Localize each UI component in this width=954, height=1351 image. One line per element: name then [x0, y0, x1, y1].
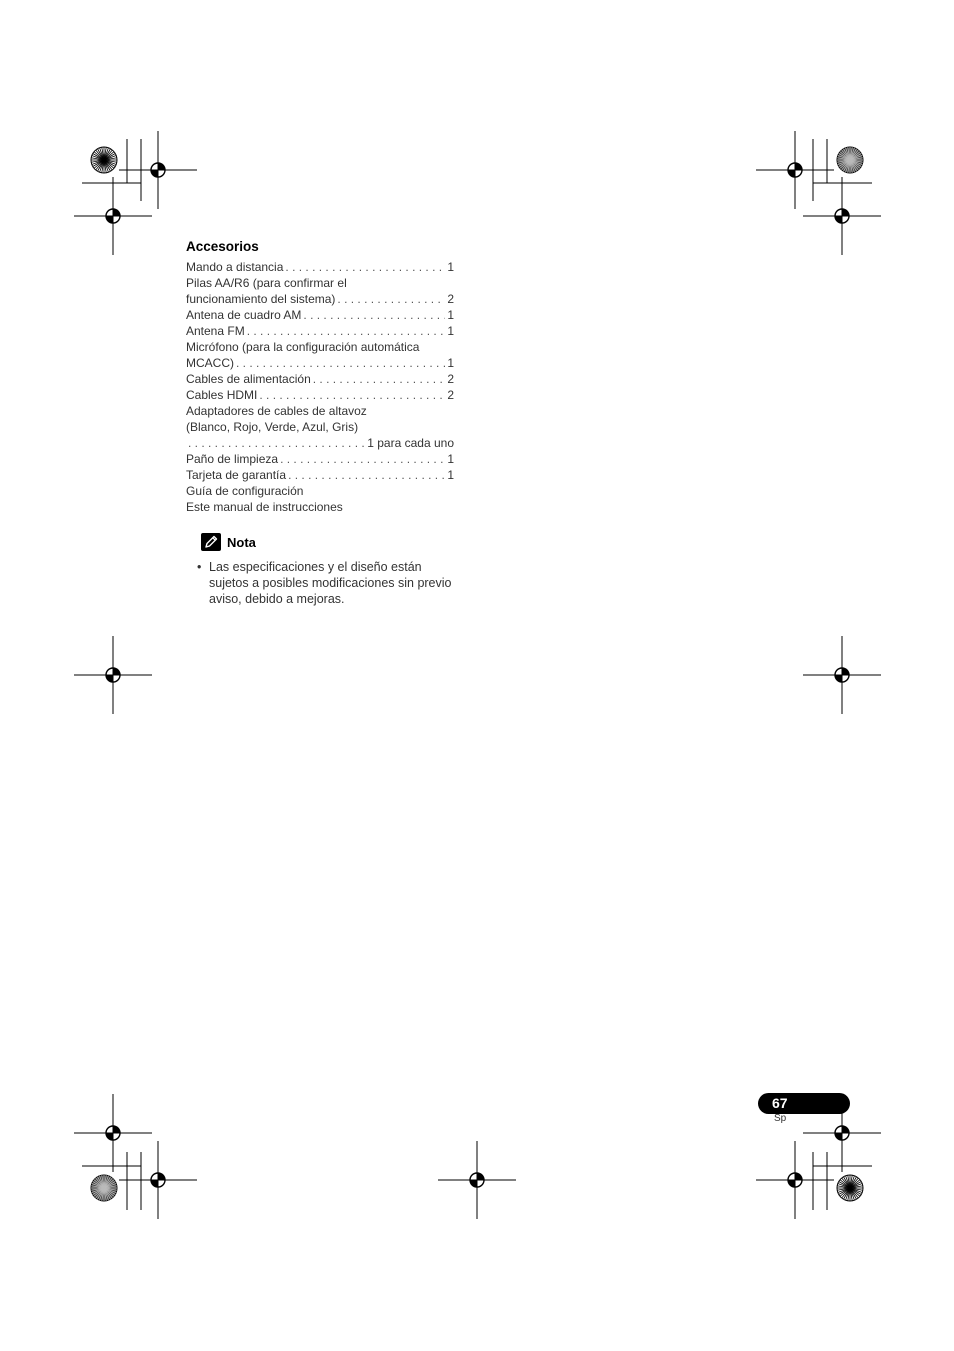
dot-leader — [259, 387, 445, 403]
page-language: Sp — [774, 1113, 787, 1124]
accessory-name: funcionamiento del sistema) — [186, 292, 336, 306]
dot-leader — [313, 371, 446, 387]
accessory-row — [186, 467, 454, 483]
accessory-quantity: 1 — [447, 452, 454, 466]
accessory-quantity: 1 — [447, 324, 454, 338]
dot-leader — [337, 291, 445, 307]
accessory-name: Antena FM — [186, 324, 245, 338]
accessory-name: Tarjeta de garantía — [186, 468, 287, 482]
accessory-text-line: Micrófono (para la configuración automática — [186, 340, 420, 354]
accessory-quantity: 1 — [447, 356, 454, 370]
dot-leader — [280, 451, 445, 467]
accessory-row — [186, 371, 454, 387]
note-item: • Las especificaciones y el diseño están sujetos a posibles modificaciones sin previo aviso, debido a mejoras. — [186, 559, 459, 607]
page-number: 67 — [772, 1095, 788, 1111]
accessories-section — [186, 238, 454, 607]
note-title: Nota — [227, 534, 256, 550]
note-box — [186, 532, 454, 607]
accessory-name: Cables de alimentación — [186, 372, 311, 386]
accessory-row — [186, 435, 454, 451]
accessory-text-line: Adaptadores de cables de altavoz — [186, 404, 367, 418]
accessory-name: MCACC) — [186, 356, 234, 370]
accessory-row — [186, 291, 454, 307]
accessory-row — [186, 307, 454, 323]
dot-leader — [188, 435, 365, 451]
dot-leader — [247, 323, 446, 339]
accessory-row — [186, 259, 454, 275]
accessory-quantity: 1 — [447, 468, 454, 482]
note-list — [186, 559, 454, 607]
accessory-text-line: Este manual de instrucciones — [186, 500, 343, 514]
accessory-name: Mando a distancia — [186, 260, 284, 274]
dot-leader — [236, 355, 445, 371]
accessory-row — [186, 451, 454, 467]
accessories-list — [186, 259, 454, 515]
accessory-text-line: (Blanco, Rojo, Verde, Azul, Gris) — [186, 420, 359, 434]
section-title: Accesorios — [186, 239, 259, 254]
accessory-name: Cables HDMI — [186, 388, 258, 402]
accessory-row — [186, 323, 454, 339]
accessory-text-line: Pilas AA/R6 (para confirmar el — [186, 276, 347, 290]
accessory-text-line: Guía de configuración — [186, 484, 304, 498]
accessory-quantity: 1 para cada uno — [367, 436, 454, 450]
accessory-quantity: 1 — [447, 308, 454, 322]
accessory-row — [186, 387, 454, 403]
accessory-row — [186, 355, 454, 371]
dot-leader — [303, 307, 445, 323]
accessory-quantity: 2 — [447, 372, 454, 386]
accessory-quantity: 2 — [447, 388, 454, 402]
accessory-quantity: 1 — [447, 260, 454, 274]
dot-leader — [285, 259, 445, 275]
accessory-name: Antena de cuadro AM — [186, 308, 302, 322]
pencil-note-icon — [201, 533, 221, 551]
accessory-name: Paño de limpieza — [186, 452, 279, 466]
accessory-quantity: 2 — [447, 292, 454, 306]
dot-leader — [288, 467, 445, 483]
note-header — [201, 532, 454, 552]
